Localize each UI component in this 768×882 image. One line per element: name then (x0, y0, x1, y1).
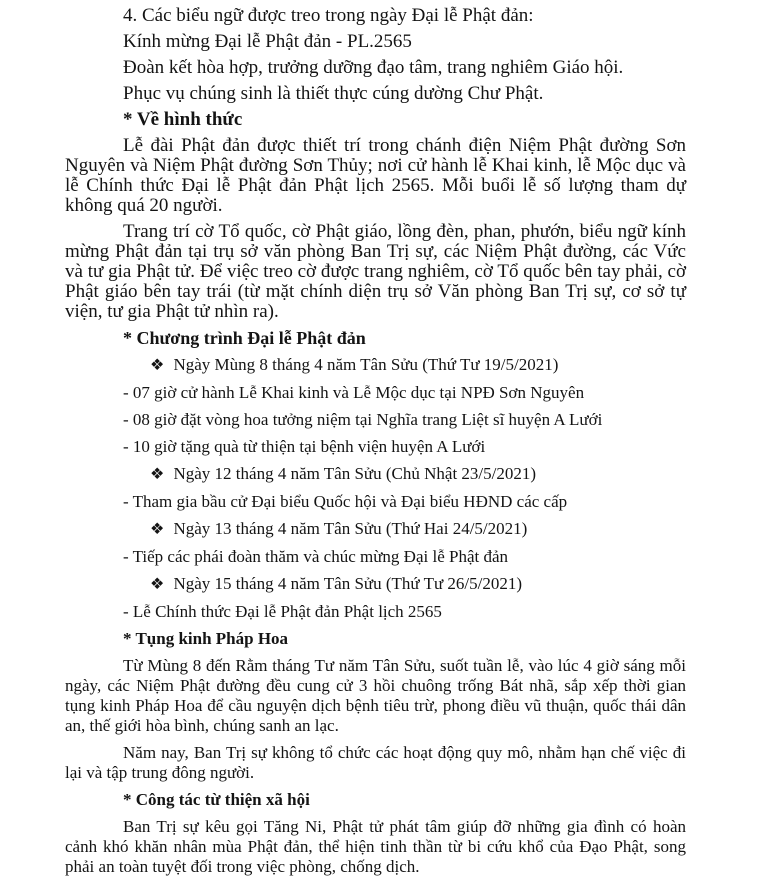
schedule-date-text: Ngày 15 tháng 4 năm Tân Sửu (Thứ Tư 26/5/2021) (173, 574, 523, 593)
schedule-item-line: - 07 giờ cử hành Lễ Khai kinh và Lễ Mộc dục tại NPĐ Sơn Nguyên (123, 383, 585, 402)
banner-slogan-line: Phục vụ chúng sinh là thiết thực cúng dường Chư Phật. (123, 83, 544, 104)
diamond-bullet-icon: ❖ (150, 466, 165, 483)
diamond-bullet-icon: ❖ (150, 576, 165, 593)
schedule-date-line (65, 464, 686, 485)
schedule-date-line (65, 574, 686, 595)
schedule-item-line: - Lễ Chính thức Đại lễ Phật đản Phật lịch 2565 (123, 602, 442, 621)
paragraph: Lễ đài Phật đản được thiết trí trong chánh điện Niệm Phật đường Sơn Nguyên và Niệm Phật đường Sơn Thủy; nơi cử hành lễ Khai kinh, lễ Mộc dục và lễ Chính thức Đại lễ Phật đản Phật lịch 2565. Mỗi buổi lễ số lượng tham dự không quá 20 người. (65, 135, 686, 216)
banner-slogan-line: Kính mừng Đại lễ Phật đản - PL.2565 (123, 31, 412, 52)
diamond-bullet-icon: ❖ (150, 357, 165, 374)
schedule-date-text: Ngày 13 tháng 4 năm Tân Sửu (Thứ Hai 24/5/2021) (173, 519, 528, 538)
paragraph: Từ Mùng 8 đến Rằm tháng Tư năm Tân Sửu, suốt tuần lễ, vào lúc 4 giờ sáng mỗi ngày, các Niệm Phật đường đều cung cử 3 hồi chuông trống Bát nhã, sắp xếp thời gian tụng kinh Pháp Hoa để cầu nguyện dịch bệnh tiêu trừ, phong điều vũ thuận, quốc thái dân an, thế giới hòa bình, chúng sanh an lạc. (65, 656, 686, 735)
section-heading-sutra: * Tụng kinh Pháp Hoa (123, 629, 289, 648)
schedule-date-text: Ngày Mùng 8 tháng 4 năm Tân Sửu (Thứ Tư 19/5/2021) (173, 355, 559, 374)
schedule-item-line: - 08 giờ đặt vòng hoa tưởng niệm tại Nghĩa trang Liệt sĩ huyện A Lưới (123, 410, 603, 429)
paragraph: Trang trí cờ Tổ quốc, cờ Phật giáo, lồng đèn, phan, phướn, biểu ngữ kính mừng Phật đản tại trụ sở văn phòng Ban Trị sự, các Niệm Phật đường, các Vức và tư gia Phật tử. Để việc treo cờ được trang nghiêm, cờ Tổ quốc bên tay phải, cờ Phật giáo bên tay trái (từ mặt chính diện trụ sở Văn phòng Ban Trị sự, cơ sở tự viện, tư gia Phật tử nhìn ra). (65, 221, 686, 322)
section-heading-program: * Chương trình Đại lễ Phật đản (123, 328, 366, 348)
schedule-date-text: Ngày 12 tháng 4 năm Tân Sửu (Chủ Nhật 23/5/2021) (173, 464, 537, 483)
paragraph: Ban Trị sự kêu gọi Tăng Ni, Phật tử phát tâm giúp đỡ những gia đình có hoàn cảnh khó khăn nhân mùa Phật đản, thể hiện tinh thần từ bi cứu khổ của Đạo Phật, song phải an toàn tuyệt đối trong việc phòng, chống dịch. (65, 817, 686, 876)
schedule-date-line (65, 519, 686, 540)
banner-list-intro-line: 4. Các biểu ngữ được treo trong ngày Đại lễ Phật đản: (123, 5, 534, 26)
schedule-date-line (65, 355, 686, 376)
section-heading-charity: * Công tác từ thiện xã hội (123, 790, 310, 809)
schedule-item-line: - 10 giờ tặng quà từ thiện tại bệnh viện huyện A Lưới (123, 437, 486, 456)
schedule-item-line: - Tiếp các phái đoàn thăm và chúc mừng Đại lễ Phật đản (123, 547, 509, 566)
schedule-item-line: - Tham gia bầu cử Đại biểu Quốc hội và Đại biểu HĐND các cấp (123, 492, 568, 511)
section-heading-form: * Về hình thức (123, 109, 243, 130)
paragraph: Năm nay, Ban Trị sự không tổ chức các hoạt động quy mô, nhằm hạn chế việc đi lại và tập trung đông người. (65, 743, 686, 782)
diamond-bullet-icon: ❖ (150, 521, 165, 538)
banner-slogan-line: Đoàn kết hòa hợp, trưởng dưỡng đạo tâm, trang nghiêm Giáo hội. (123, 57, 624, 78)
